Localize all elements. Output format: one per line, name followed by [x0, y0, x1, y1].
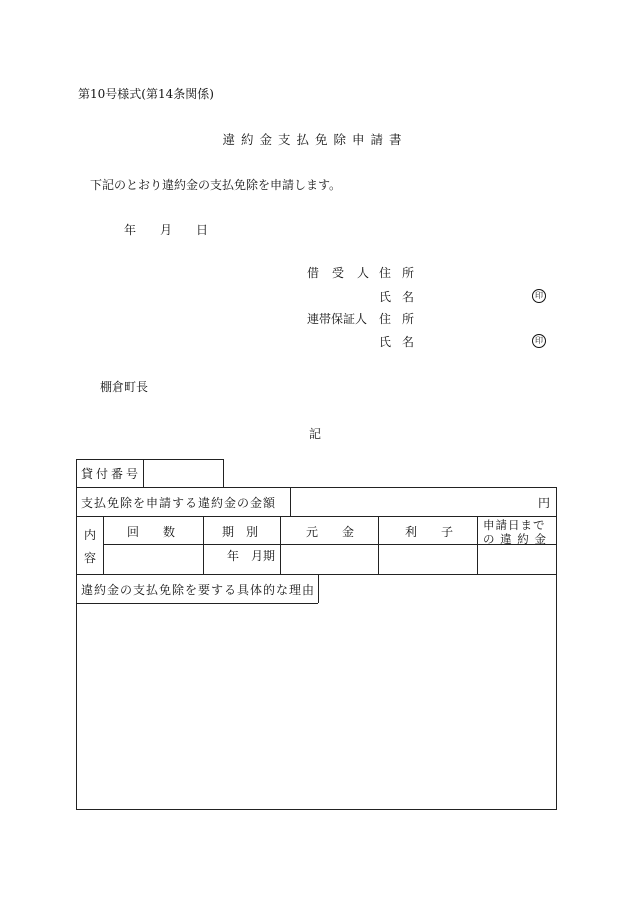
count-field[interactable] [106, 547, 200, 571]
period-unit: 年 月期 [227, 549, 276, 563]
guarantor-seal-icon: 印 [532, 334, 546, 348]
ki-heading: 記 [308, 427, 321, 441]
principal-field[interactable] [283, 547, 375, 571]
loan-number-field[interactable] [146, 462, 220, 484]
document-title: 違約金支払免除申請書 [222, 132, 408, 147]
recipient: 棚倉町長 [100, 380, 149, 394]
date-month: 月 [160, 223, 173, 237]
exemption-amount-label: 支払免除を申請する違約金の金額 [81, 496, 277, 510]
guarantor-name-label-1: 氏 [379, 335, 392, 349]
borrower-role-char-3: 人 [357, 266, 370, 280]
col-count: 回 数 [127, 525, 176, 539]
borrower-name-label-2: 名 [402, 290, 415, 304]
borrower-address-label-1: 住 [379, 266, 392, 280]
penalty-field[interactable] [480, 547, 553, 571]
col-interest: 利 子 [405, 525, 454, 539]
col-penalty-line2: の 違 約 金 [483, 532, 547, 546]
guarantor-address-label-1: 住 [379, 312, 392, 326]
guarantor-address-label-2: 所 [402, 312, 415, 326]
exemption-amount-field[interactable] [294, 490, 530, 512]
date-day: 日 [196, 223, 209, 237]
interest-field[interactable] [381, 547, 474, 571]
content-label-1: 内 [84, 528, 97, 542]
reason-field[interactable] [80, 607, 552, 805]
borrower-role-char-2: 受 [332, 266, 345, 280]
yen-unit: 円 [538, 496, 551, 510]
content-label-2: 容 [84, 551, 97, 565]
borrower-seal-icon: 印 [532, 289, 546, 303]
borrower-role-char-1: 借 [307, 266, 320, 280]
loan-number-label: 貸付番号 [81, 467, 142, 481]
col-period: 期 別 [222, 525, 259, 539]
reason-label: 違約金の支払免除を要する具体的な理由 [81, 583, 316, 597]
intro-text: 下記のとおり違約金の支払免除を申請します。 [90, 178, 342, 192]
col-penalty-line1: 申請日まで [483, 518, 546, 532]
col-principal: 元 金 [306, 525, 355, 539]
borrower-address-label-2: 所 [402, 266, 415, 280]
date-year: 年 [124, 223, 137, 237]
guarantor-role: 連帯保証人 [307, 312, 368, 326]
form-number: 第10号様式(第14条関係) [78, 87, 214, 101]
borrower-name-label-1: 氏 [379, 290, 392, 304]
guarantor-name-label-2: 名 [402, 335, 415, 349]
